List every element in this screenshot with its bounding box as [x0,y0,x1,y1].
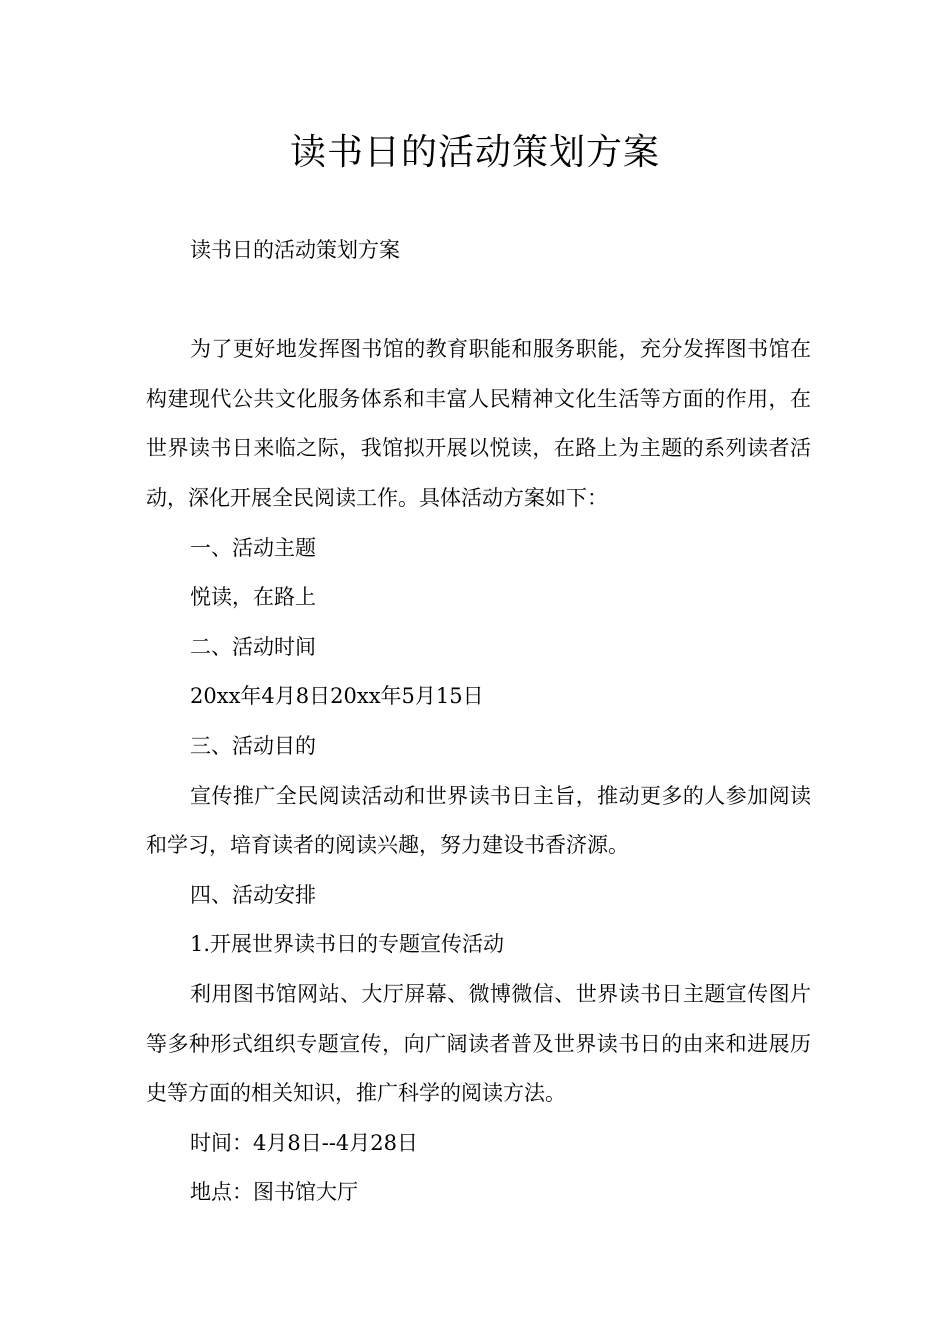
document-body [146,226,811,1218]
section-heading-arrangement: 四、活动安排 [190,882,316,907]
section-heading-time: 二、活动时间 [190,634,316,659]
section-heading-purpose: 三、活动目的 [190,733,316,758]
intro-paragraph: 为了更好地发挥图书馆的教育职能和服务职能，充分发挥图书馆在构建现代公共文化服务体系和丰富人民精神文化生活等方面的作用，在世界读书日来临之际，我馆拟开展以悦读，在路上为主题的系列读者活动，深化开展全民阅读工作。具体活动方案如下： [146,337,811,510]
purpose-paragraph: 宣传推广全民阅读活动和世界读书日主旨，推动更多的人参加阅读和学习，培育读者的阅读兴趣，努力建设书香济源。 [146,783,811,858]
section-heading-theme: 一、活动主题 [190,535,316,560]
page-title: 读书日的活动策划方案 [289,132,660,173]
subtitle-paragraph: 读书日的活动策划方案 [190,238,400,262]
theme-text: 悦读，在路上 [190,585,316,610]
arrangement-item-heading: 1.开展世界读书日的专题宣传活动 [190,932,505,957]
arrangement-paragraph: 利用图书馆网站、大厅屏幕、微博微信、世界读书日主题宣传图片等多种形式组织专题宣传，向广阔读者普及世界读书日的由来和进展历史等方面的相关知识，推广科学的阅读方法。 [146,981,811,1106]
blank-line [146,276,811,326]
schedule-location: 地点：图书馆大厅 [190,1180,358,1205]
schedule-time: 时间：4月8日--4月28日 [190,1130,418,1155]
time-text: 20xx年4月8日20xx年5月15日 [190,684,484,709]
